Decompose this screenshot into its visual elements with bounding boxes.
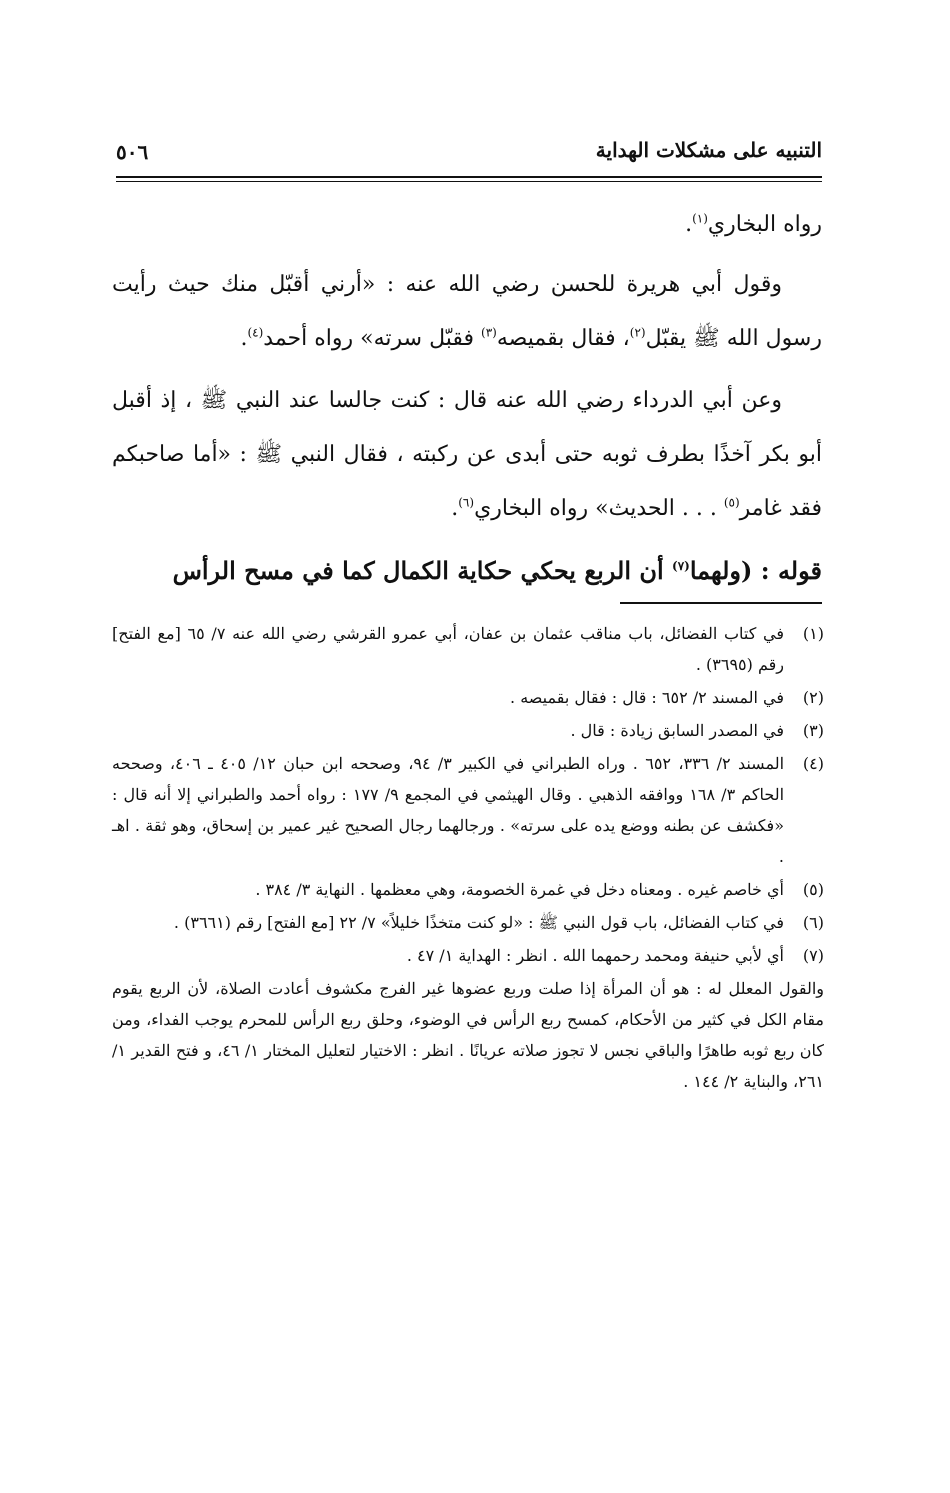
footnote-item <box>112 618 824 680</box>
heading-text-a: قوله : (ولهما <box>689 556 822 585</box>
page-number: ٥٠٦ <box>116 140 149 164</box>
header-rule-thick <box>116 176 822 178</box>
footnote-text: في المسند ٢/ ٦٥٢ : قال : فقال بقميصه . <box>510 688 784 707</box>
paragraph-2 <box>112 258 822 366</box>
footnote-ref-6[interactable]: (٦) <box>458 495 475 510</box>
section-heading <box>112 544 822 598</box>
footnote-item <box>112 907 824 938</box>
footnote-ref-1[interactable]: (١) <box>692 211 708 226</box>
footnote-text: أي خاصم غيره . ومعناه دخل في غمرة الخصومة، وهي معظمها . النهاية ٣/ ٣٨٤ . <box>255 880 784 899</box>
footnote-item <box>112 874 824 905</box>
p2-end: . <box>240 326 248 351</box>
footnote-text: في المصدر السابق زيادة : قال . <box>570 721 784 740</box>
footnote-item <box>112 748 824 872</box>
footnote-ref-7[interactable]: (٧) <box>672 559 690 573</box>
p2-text-c: فقبّل سرته» رواه أحمد <box>263 326 482 351</box>
p3-text-a: وعن أبي الدرداء رضي الله عنه قال : كنت جالسا عند النبي ﷺ ، إذ أقبل أبو بكر آخذًا بطرف ثوبه حتى أبدى عن ركبته ، فقال النبي ﷺ : «أما صاحبكم فقد غامر <box>112 388 822 521</box>
footnote-item <box>112 715 824 746</box>
p3-end: . <box>451 496 459 521</box>
paragraph-1 <box>112 198 822 252</box>
footnote-number: (٦) <box>802 913 824 932</box>
footnote-item <box>112 940 824 971</box>
footnote-text: أي لأبي حنيفة ومحمد رحمهما الله . انظر : الهداية ١/ ٤٧ . <box>406 946 784 965</box>
footnote-number: (٤) <box>802 754 824 773</box>
main-text <box>112 198 822 606</box>
footnotes <box>112 618 824 1097</box>
footnote-continuation: والقول المعلل له : هو أن المرأة إذا صلت وربع عضوها غير الفرج مكشوف أعادت الصلاة، لأن الربع يقوم مقام الكل في كثير من الأحكام، كمسح ربع الرأس في الوضوء، وحلق ربع الرأس للمحرم يوجب الفداء، ومن كان ربع ثوبه طاهرًا والباقي نجس لا تجوز صلاته عريانًا . انظر : الاختيار لتعليل المختار ١/ ٤٦، و فتح القدير ١/ ٢٦١، والبناية ٢/ ١٤٤ . <box>112 979 824 1091</box>
p3-text-b: . . . الحديث» رواه البخاري <box>474 496 724 521</box>
p1-end: . <box>685 212 693 237</box>
footnote-number: (٥) <box>802 880 824 899</box>
footnote-text: في كتاب الفضائل، باب قول النبي ﷺ : «لو كنت متخذًا خليلاً» ٧/ ٢٢ [مع الفتح] رقم (٣٦٦١) . <box>173 913 784 932</box>
paragraph-3 <box>112 374 822 536</box>
footnote-text: المسند ٢/ ٣٣٦، ٦٥٢ . وراه الطبراني في الكبير ٣/ ٩٤، وصححه ابن حبان ١٢/ ٤٠٥ ـ ٤٠٦، وصححه الحاكم ٣/ ١٦٨ ووافقه الذهبي . وقال الهيثمي في المجمع ٩/ ١٧٧ : رواه أحمد والطبراني إلا أنه قال : «فكشف عن بطنه ووضع يده على سرته» . ورجالهما رجال الصحيح غير عمير بن إسحاق، وهو ثقة . اهـ . <box>112 754 785 866</box>
footnote-ref-2[interactable]: (٢) <box>629 325 646 340</box>
footnote-ref-5[interactable]: (٥) <box>723 495 740 510</box>
p2-text-a: وقول أبي هريرة للحسن رضي الله عنه : «أرني أقبّل منك حيث رأيت رسول الله ﷺ يقبّل <box>112 272 822 351</box>
book-title: التنبيه على مشكلات الهداية <box>595 138 822 162</box>
footnote-number: (٣) <box>802 721 824 740</box>
p2-text-b: ، فقال بقميصه <box>496 326 630 351</box>
footnote-ref-3[interactable]: (٣) <box>481 325 497 340</box>
footnote-number: (١) <box>802 624 824 643</box>
heading-text-b: أن الربع يحكي حكاية الكمال كما في مسح الرأس <box>172 556 673 585</box>
p1-text: رواه البخاري <box>707 212 822 237</box>
footnote-ref-4[interactable]: (٤) <box>247 325 264 340</box>
footnote-number: (٢) <box>802 688 824 707</box>
running-header <box>116 138 822 178</box>
footnote-number: (٧) <box>802 946 824 965</box>
footnote-item <box>112 682 824 713</box>
footnote-text: في كتاب الفضائل، باب مناقب عثمان بن عفان، أبي عمرو القرشي رضي الله عنه ٧/ ٦٥ [مع الفتح] رقم (٣٦٩٥) . <box>112 624 785 674</box>
footnote-separator <box>620 602 822 604</box>
header-rule-thin <box>116 181 822 182</box>
